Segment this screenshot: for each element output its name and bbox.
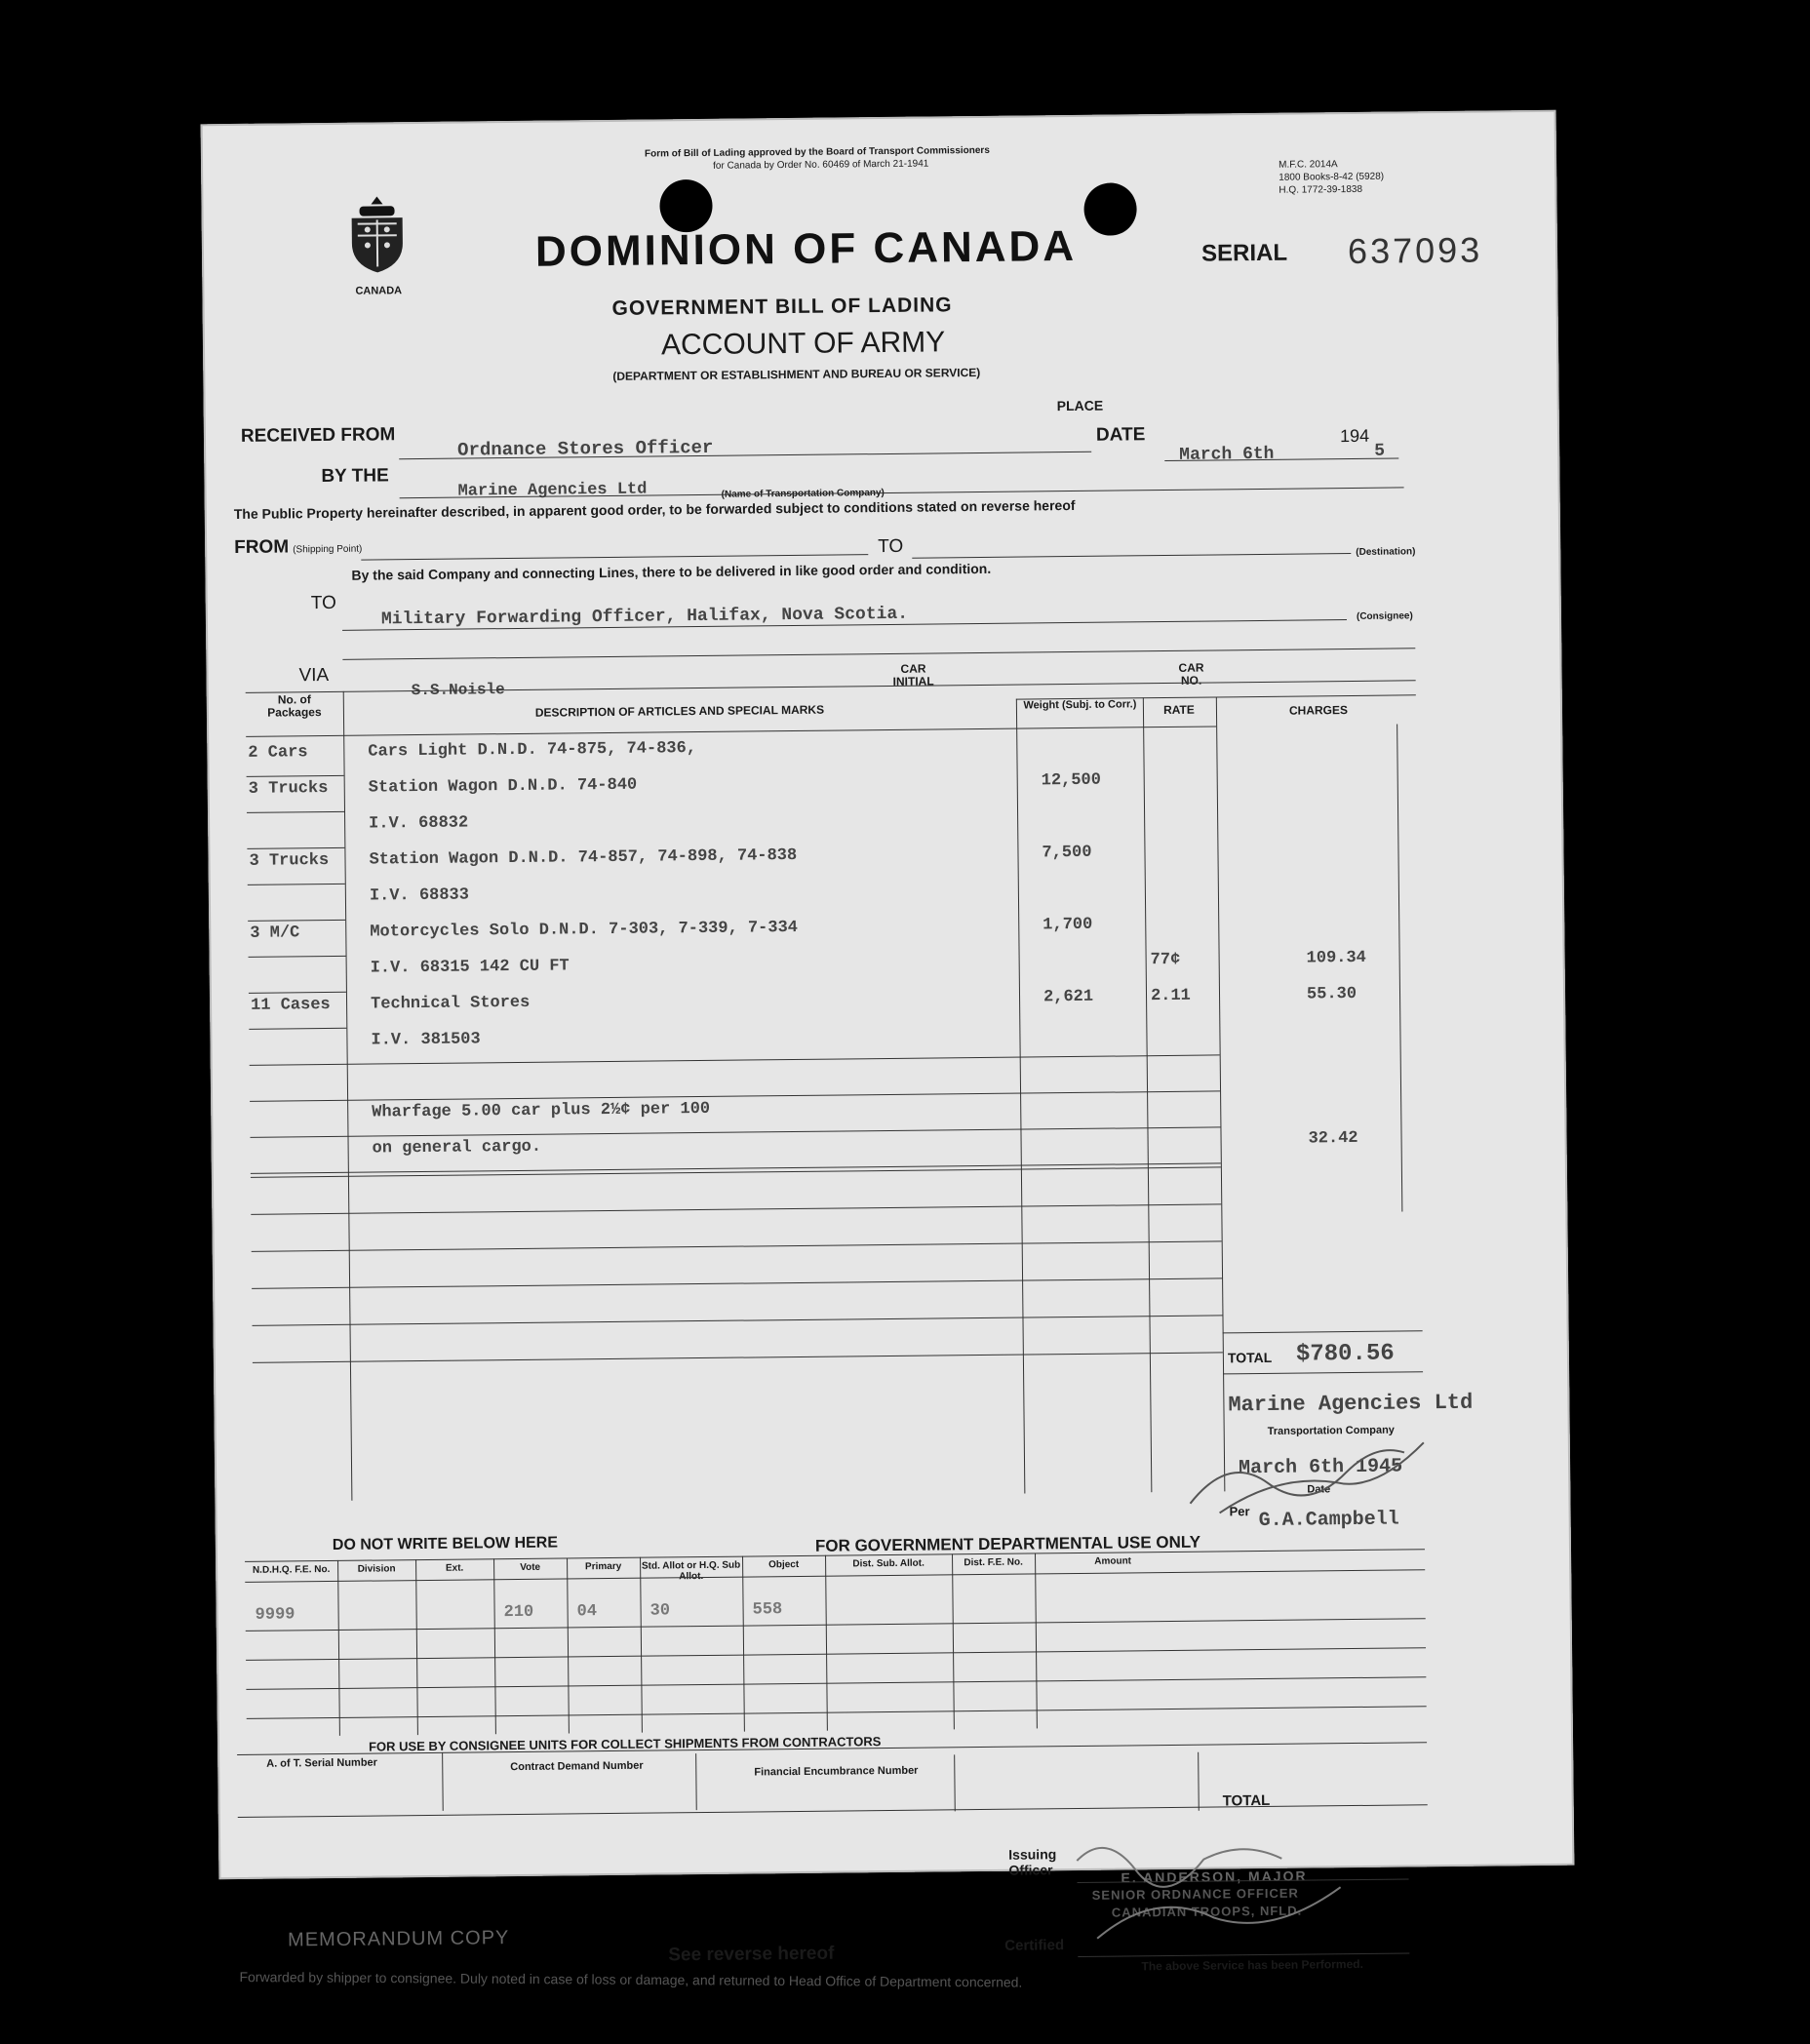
consignee-col-contract: Contract Demand Number	[510, 1759, 644, 1774]
serial-label: SERIAL	[1200, 239, 1288, 267]
received-from-label: RECEIVED FROM	[240, 424, 396, 447]
date-label: DATE	[1095, 424, 1146, 446]
row-description: I.V. 381503	[371, 1030, 481, 1050]
officer-signature	[1057, 1828, 1380, 1958]
gov-column-value: 210	[503, 1602, 534, 1623]
row-description: Motorcycles Solo D.N.D. 7-303, 7-339, 7-334	[370, 918, 799, 942]
carrier-company-label: Transportation Company	[1267, 1424, 1395, 1437]
header-charges: CHARGES	[1288, 703, 1349, 718]
gov-column-header: Dist. Sub. Allot.	[852, 1557, 925, 1570]
via-value: S.S.Noisle	[411, 681, 505, 700]
issuing-officer-label: Issuing Officer	[1008, 1846, 1057, 1878]
serial-number: 637093	[1347, 229, 1483, 272]
gov-column-divider	[825, 1555, 828, 1731]
row-charges: 55.30	[1306, 984, 1358, 1004]
row-description: Station Wagon D.N.D. 74-840	[368, 775, 638, 798]
total-value: $780.56	[1295, 1340, 1395, 1368]
header-weight: Weight (Subj. to Corr.)	[1023, 698, 1137, 712]
consignee-label: (Consignee)	[1356, 610, 1413, 622]
row-charges: 109.34	[1306, 948, 1366, 968]
row-description: I.V. 68832	[369, 813, 469, 834]
shipping-point-label: (Shipping Point)	[293, 543, 363, 556]
row-packages: 3 Trucks	[249, 850, 330, 871]
by-the-value: Marine Agencies Ltd	[457, 480, 648, 501]
consignee-col-serial: A. of T. Serial Number	[266, 1756, 377, 1770]
car-no-label: CAR NO.	[1178, 660, 1204, 688]
row-description: I.V. 68315 142 CU FT	[370, 957, 570, 978]
row-description: I.V. 68833	[369, 885, 470, 906]
header-packages: No. of Packages	[267, 692, 322, 720]
document-subtitle: GOVERNMENT BILL OF LADING	[611, 294, 953, 320]
received-from-value: Ordnance Stores Officer	[457, 436, 714, 461]
row-weight: 7,500	[1042, 843, 1092, 863]
bill-of-lading-document	[201, 110, 1575, 1990]
gov-row-divider	[246, 1647, 1426, 1661]
gov-column-divider	[337, 1560, 340, 1736]
consignee-total-label: TOTAL	[1222, 1791, 1271, 1810]
do-not-write-title: DO NOT WRITE BELOW HERE	[332, 1534, 559, 1553]
row-description: Technical Stores	[370, 993, 531, 1014]
account-note: (DEPARTMENT OR ESTABLISHMENT AND BUREAU OR SERVICE)	[612, 365, 981, 383]
gov-row-divider	[246, 1676, 1426, 1690]
document-title: DOMINION OF CANADA	[534, 221, 1078, 276]
row-packages: 2 Cars	[248, 743, 308, 763]
transport-company-label: (Name of Transportation Company)	[721, 488, 885, 500]
form-ref-3: H.Q. 1772-39-1838	[1279, 183, 1363, 196]
row-weight: 1,700	[1043, 915, 1093, 935]
row-description: Wharfage 5.00 car plus 2½¢ per 100	[372, 1099, 711, 1122]
canada-crest-icon	[337, 192, 416, 281]
car-initial-label: CAR INITIAL	[892, 661, 934, 688]
destination-label: (Destination)	[1356, 546, 1416, 558]
row-weight: 2,621	[1043, 987, 1094, 1007]
gov-column-value: 558	[752, 1600, 783, 1620]
certified-label: Certified	[1004, 1937, 1065, 1954]
connecting-lines-text: By the said Company and connecting Lines, there to be delivered in like good order and condition.	[351, 560, 992, 583]
header-description: DESCRIPTION OF ARTICLES AND SPECIAL MARKS	[534, 702, 825, 720]
officer-line-2: SENIOR ORDNANCE OFFICER	[1091, 1885, 1299, 1903]
gov-column-divider	[742, 1556, 745, 1732]
row-rate: 77¢	[1150, 950, 1181, 970]
gov-column-divider	[415, 1559, 418, 1735]
carrier-per-label: Per	[1229, 1504, 1250, 1519]
row-charges: 32.42	[1308, 1128, 1358, 1149]
officer-line-1: E. ANDERSON, MAJOR	[1121, 1867, 1308, 1886]
form-ref-1: M.F.C. 2014A	[1279, 159, 1338, 171]
carrier-signature	[1180, 1433, 1435, 1523]
gov-column-header: Primary	[584, 1560, 622, 1573]
gov-column-divider	[640, 1557, 643, 1733]
gov-column-header: Dist. F.E. No.	[964, 1556, 1023, 1569]
carrier-date-label: Date	[1307, 1483, 1331, 1496]
place-label: PLACE	[1056, 397, 1104, 414]
gov-row-divider	[247, 1706, 1427, 1719]
punch-hole-right	[1083, 182, 1137, 236]
gov-column-header: Vote	[520, 1561, 541, 1573]
destination-to-label: TO	[878, 535, 904, 558]
memorandum-copy: MEMORANDUM COPY	[288, 1927, 510, 1951]
form-note-line-1: Form of Bill of Lading approved by the Board of Transport Commissioners	[644, 144, 990, 160]
year-prefix: 194	[1339, 425, 1370, 447]
year-digit: 5	[1374, 441, 1386, 461]
gov-column-header: Division	[357, 1563, 396, 1575]
gov-row-divider	[246, 1618, 1426, 1631]
consignee-col-financial: Financial Encumbrance Number	[754, 1764, 919, 1779]
row-description: Station Wagon D.N.D. 74-857, 74-898, 74-838	[369, 845, 798, 870]
form-note-line-2: for Canada by Order No. 60469 of March 21-1941	[713, 158, 929, 172]
officer-line-3: CANADIAN TROOPS, NFLD.	[1111, 1903, 1303, 1920]
gov-column-value: 30	[649, 1601, 671, 1621]
see-reverse: See reverse hereof	[668, 1943, 835, 1966]
gov-column-header: Ext.	[445, 1562, 464, 1574]
public-property-text: The Public Property hereinafter described, in apparent good order, to be forwarded subject to conditions stated on reverse hereof	[233, 496, 1076, 522]
row-weight: 12,500	[1041, 770, 1102, 791]
carrier-company: Marine Agencies Ltd	[1228, 1390, 1474, 1418]
gov-column-header: Object	[767, 1558, 800, 1571]
by-the-label: BY THE	[321, 465, 389, 488]
gov-column-divider	[952, 1553, 955, 1729]
carrier-date: March 6th 1945	[1238, 1455, 1403, 1480]
via-label: VIA	[298, 664, 330, 687]
account-title: ACCOUNT OF ARMY	[660, 326, 946, 362]
consignee-to-label: TO	[310, 592, 336, 614]
gov-column-divider	[1035, 1553, 1038, 1728]
carrier-per-value: G.A.Campbell	[1258, 1508, 1399, 1533]
consignee-use-title: FOR USE BY CONSIGNEE UNITS FOR COLLECT SHIPMENTS FROM CONTRACTORS	[368, 1734, 882, 1754]
from-label: FROM	[234, 536, 290, 558]
gov-column-divider	[493, 1558, 496, 1734]
gov-column-value: 04	[576, 1602, 598, 1622]
date-value: March 6th	[1179, 444, 1275, 465]
row-packages: 11 Cases	[250, 995, 331, 1015]
row-packages: 3 Trucks	[248, 778, 329, 799]
row-description: Cars Light D.N.D. 74-875, 74-836,	[368, 739, 697, 762]
header-rate: RATE	[1162, 702, 1195, 718]
form-ref-2: 1800 Books-8-42 (5928)	[1279, 171, 1385, 183]
government-use-title: FOR GOVERNMENT DEPARTMENTAL USE ONLY	[814, 1532, 1201, 1555]
gov-column-header: Amount	[1094, 1555, 1132, 1567]
gov-column-divider	[567, 1557, 570, 1733]
gov-column-header: Std. Allot or H.Q. Sub Allot.	[641, 1559, 741, 1583]
consignee-value: Military Forwarding Officer, Halifax, Nova Scotia.	[380, 604, 909, 630]
bottom-note: Forwarded by shipper to consignee. Duly noted in case of loss or damage, and returned to Head Office of Department concerned.	[239, 1969, 1023, 1990]
crest-label: CANADA	[355, 285, 403, 297]
row-rate: 2.11	[1150, 986, 1191, 1006]
total-label: TOTAL	[1227, 1349, 1273, 1366]
punch-hole-left	[659, 179, 713, 233]
row-packages: 3 M/C	[250, 924, 300, 943]
row-description: on general cargo.	[372, 1137, 542, 1159]
service-performed-note: The above Service has been Performed.	[1141, 1956, 1363, 1974]
gov-column-header: N.D.H.Q. F.E. No.	[252, 1564, 331, 1576]
gov-column-value: 9999	[255, 1605, 295, 1625]
